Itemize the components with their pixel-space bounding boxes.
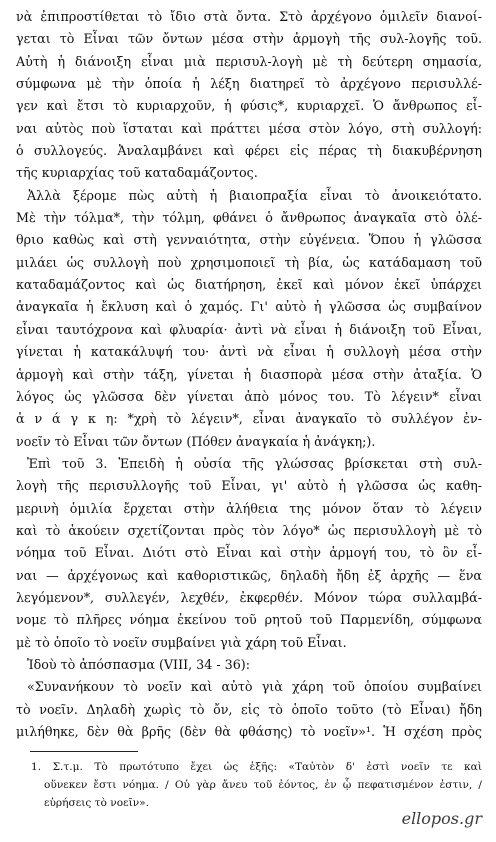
footnotes [16, 758, 482, 812]
text-line: ἀ ν ά γ κ η: *χρὴ τὸ λέγειν*, εἶναι ἀναγκαῖο τὸ συλλέγον ἐν- [16, 411, 482, 427]
text-line: ναι — ἀρχέγονως καὶ καθοριστικῶς, δηλαδὴ ἤδη ἐξ ἀρχῆς — ἕνα [16, 567, 482, 583]
text-line: τὸ νοεῖν. Δηλαδὴ χωρὶς τὸ ὄν, εἰς τὸ ὁποῖο τοῦτο (τὸ Εἶναι) ἤδη [16, 701, 482, 717]
text-line: μερινὴ ὁμιλία ἔρχεται στὴν ἀλήθεια της μόνον ὅταν τὸ λέγειν [16, 500, 482, 516]
text-line: λογὴ τῆς περισυλλογῆς τοῦ Εἶναι, γι' αὐτὸ ἡ γλῶσσα ὡς καθη- [16, 478, 482, 494]
text-line: νοεῖν τὸ Εἶναι τῶν ὄντων (Πόθεν ἀναγκαία ἡ ἀνάγκη;). [16, 433, 376, 449]
text-line: Αὐτὴ ἡ διάνοιξη εἶναι μιὰ περισυλ-λογὴ μὲ τὴ δεύτερη σημασία, [16, 53, 482, 69]
body-text [16, 6, 482, 743]
text-line: γεν καὶ ἔτσι τὸ κυριαρχοῦν, ἡ φύσις*, κυριαρχεῖ. Ὁ ἄνθρωπος εἶ- [16, 98, 482, 114]
text-line: καὶ τὸ ἀκούειν σχετίζονται πρὸς τὸν λόγο* ὡς περισυλλογὴ μὲ τὸ [16, 522, 482, 538]
text-line: γίνεται ἡ κατακάλυψή του· ἀντὶ νὰ εἶναι ἡ συλλογὴ μέσα στὴν [16, 344, 482, 360]
text-line: μιλήθηκε, δὲν θὰ βρῆς (δὲν θὰ φθάσης) τὸ νοεῖν»¹. Ἡ σχέση πρὸς [16, 724, 482, 739]
text-line: εἶναι ταυτόχρονα καὶ φλυαρία· ἀντὶ νὰ εἶναι ἡ διάνοιξη τοῦ Εἶναι, [16, 321, 482, 337]
text-line: μὲ τὸ ὁποῖο τὸ νοεῖν συμβαίνει γιὰ χάρη τοῦ Εἶναι. [16, 634, 347, 650]
text-line: γεται τὸ Εἶναι τῶν ὄντων μέσα στὴν ἁρμογὴ τῆς συλ-λογῆς τοῦ. [16, 31, 482, 47]
text-line: θριο καθὼς καὶ στὴ γενναιότητα, στὴν εὐγένεια. Ὅπου ἡ γλῶσσα [16, 232, 482, 248]
text-line: τῆς κυριαρχίας τοῦ καταδαμάζοντος. [16, 165, 258, 181]
text-line: νὰ ἐπιπροστίθεται τὸ ἴδιο στὰ ὄντα. Στὸ ἀρχέγονο ὁμιλεῖν διανοί- [16, 9, 482, 24]
text-line: ἀναγκαῖα ἡ ἔκλυση καὶ ὁ χαμός. Γι' αὐτὸ ἡ γλῶσσα ὡς συμβαίνον [16, 299, 482, 315]
text-line: ναι αὐτὸς ποὺ ἵσταται καὶ πράττει μέσα στὸν λόγο, στὴ συλλογή: [16, 120, 482, 136]
text-line: ὁ συλλογεύς. Ἀναλαμβάνει καὶ φέρει εἰς πέρας τὴ διακυβέρνηση [16, 143, 482, 159]
text-line: λόγος ὡς γλῶσσα δὲν γίνεται ἀπὸ μόνος του. Τὸ λέγειν* εἶναι [16, 388, 482, 404]
text-line: καταδαμάζοντος καὶ ὡς διατήρηση, ἐκεῖ καὶ μόνον ἐκεῖ ὑπάρχει [16, 277, 482, 293]
text-line: μιλάει ὡς συλλογὴ ποὺ χρησιμοποιεῖ τὴ βία, ὡς κατάδαμαση τοῦ [16, 254, 482, 270]
text-line: ἁρμογὴ καὶ στὴν τάξη, γίνεται ἡ διασπορὰ μέσα στὴν ἀταξία. Ὁ [16, 366, 482, 382]
text-line: «Συνανήκουν τὸ νοεῖν καὶ αὐτὸ γιὰ χάρη τοῦ ὁποίου συμβαίνει [27, 679, 482, 695]
text-line: σύμφωνα μὲ τὴν ὁποία ἡ λέξη διατηρεῖ τὸ ἀρχέγονο περισυλλέ- [16, 76, 482, 92]
footnote-line: 1. Σ.τ.μ. Τὸ πρωτότυπο ἔχει ὡς ἑξῆς: «Ταὐτὸν δ' ἐστὶ νοεῖν τε καὶ [31, 761, 482, 774]
text-line: νομε τὸ πλῆρες νόημα ἐκείνου τοῦ ρητοῦ τοῦ Παρμενίδη, σύμφωνα [16, 612, 482, 628]
site-watermark: ellopos.gr [401, 809, 482, 828]
text-line: Ἐπὶ τοῦ 3. Ἐπειδὴ ἡ οὐσία τῆς γλώσσας βρίσκεται στὴ συλ- [27, 455, 482, 471]
text-line: νόημα τοῦ Εἶναι. Διότι στὸ Εἶναι καὶ στὴν ἁρμογή του, τὸ ὂν εἶ- [16, 545, 482, 561]
footnote-rule [30, 751, 138, 752]
footnote-line: εὑρήσεις τὸ νοεῖν». [44, 797, 150, 810]
text-line: λεγόμενον*, συλλεγέν, λεχθέν, ἐκφερθέν. Μόνον τώρα συλλαμβά- [16, 589, 482, 605]
text-line: Ἀλλὰ ξέρομε πὼς αὐτὴ ἡ βιαιοπραξία εἶναι τὸ ἀνοικειότατο. [27, 187, 482, 203]
text-line: Μὲ τὴν τόλμα*, τὴν τόλμη, φθάνει ὁ ἄνθρωπος ἀναγκαῖα στὸ ὀλέ- [16, 210, 482, 226]
footnote-line: οὕνεκεν ἔστι νόημα. / Οὐ γὰρ ἄνευ τοῦ ἐόντος, ἐν ᾧ πεφατισμένον ἐστιν, / [44, 779, 482, 792]
text-line: Ἰδοὺ τὸ ἀπόσπασμα (VIII, 34 - 36): [27, 656, 251, 672]
